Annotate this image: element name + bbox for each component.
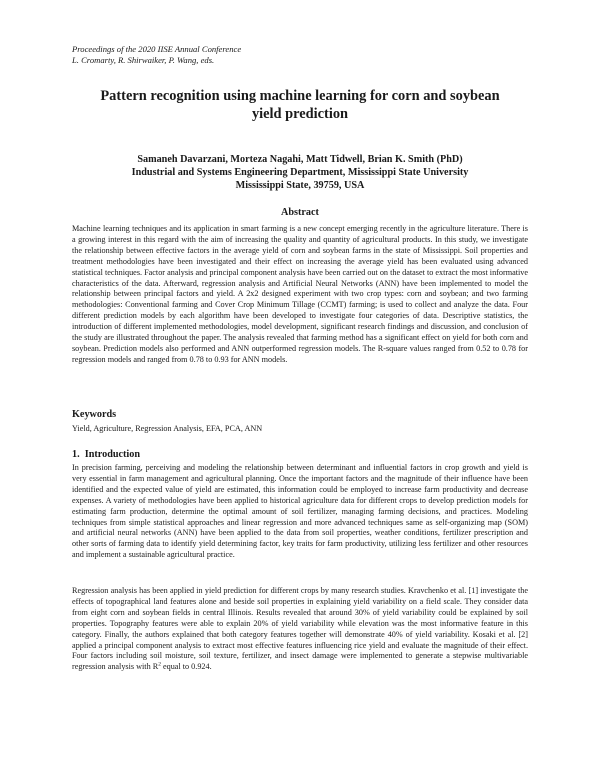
- introduction-paragraph-2: [72, 586, 528, 673]
- introduction-paragraph-1: In precision farming, perceiving and modeling the relationship between determinant and influential factors in crop growth and yield is very essential in farm management and agricultural planning. Once the important factors and the magnitude of their influence have been identified and the expected value of yield are estimated, this information could be employed to increase farm productivity and decrease expenses. A variety of methodologies have been applied to historical agriculture data for different crops to develop prediction models for estimating farm production, determine the optimal amount of soil fertilizer, managing farming decisions, and practices. Modeling techniques from simple statistical approaches and linear regression and more advanced techniques same as self-organizing map (SOM) and artificial neural networks (ANN) have been applied to the data from soil properties, weather conditions, fertilizer prescription and other sorts of farming data to identify yield determining factor, key traits for farm productivity, utilizing less fertilizer and other resources and implement a sustainable agricultural practice.: [72, 463, 528, 560]
- introduction-paragraph-2-end: equal to 0.924.: [160, 662, 212, 672]
- introduction-heading: 1. Introduction: [72, 449, 141, 460]
- keywords-text: Yield, Agriculture, Regression Analysis, EFA, PCA, ANN: [72, 424, 263, 433]
- paper-title-line-2: yield prediction: [251, 106, 349, 122]
- author-names: Samaneh Davarzani, Morteza Nagahi, Matt Tidwell, Brian K. Smith (PhD): [137, 154, 463, 165]
- r-squared-superscript: 2: [158, 661, 161, 668]
- paper-title: [60, 87, 540, 123]
- abstract-text: Machine learning techniques and its application in smart farming is a new concept emerging recently in the agriculture literature. There is a growing interest in this regard with the aim of increasing the quality and quantity of agricultural products. In this study, we investigate the relationship between effective factors in the average yield of corn and soybean farms in the state of Mississippi. Soil properties and treatment methodologies have been investigated and their effect on increasing the average yield has been evaluated using advanced statistical techniques. Factor analysis and principal component analysis have been carried out on the dataset to extract the most informative characteristics of the data. Afterward, regression analysis and Artificial Neural Networks (ANN) have been implemented to model the relationship between principal factors and yield. A 2x2 designed experiment with two crop types: corn and soybean; and two farming methodologies: Conventional farming and Cover Crop Minimum Tillage (CCMT) farming; is used to collect and analyze the data. Four different prediction models by each algorithm have been developed to investigate four categories of data. Descriptive statistics, the introduction of different implemented methodologies, model development, significant research findings and discussion, and conclusion of the study are illustrated throughout the paper. The analysis revealed that farming method has a significant effect on yield for both corn and soybean. Prediction models also performed and ANN outperformed regression models. The R-square values ranged from 0.52 to 0.78 for regression models and ranged from 0.78 to 0.93 for ANN models.: [72, 224, 528, 364]
- author-affiliation: Industrial and Systems Engineering Department, Mississippi State University: [131, 167, 469, 178]
- proceedings-line-2: L. Cromarty, R. Shirwaiker, P. Wang, eds.: [72, 55, 215, 65]
- keywords-heading: Keywords: [72, 409, 117, 420]
- paper-title-line-1: Pattern recognition using machine learning for corn and soybean: [100, 88, 500, 104]
- abstract-heading: Abstract: [281, 207, 319, 218]
- author-block: [60, 153, 540, 192]
- proceedings-line-1: Proceedings of the 2020 IISE Annual Conference: [72, 44, 242, 54]
- author-location: Mississippi State, 39759, USA: [235, 180, 365, 191]
- introduction-paragraph-2-text: Regression analysis has been applied in yield prediction for different crops by many research studies. Kravchenko et al. [1] investigate the effects of topographical land features alone and beside soil properties in explaining yield variability on a field scale. They consider data from eight corn and soybean fields in central Illinois. Results revealed that around 30% of yield variability could be explained by soil properties. Topography features were able to explain 20% of yield variability while elevation was the most informative feature in this category. Finally, the authors explained that both category features together will demonstrate 40% of yield variability. Kosaki et al. [2] applied a principal component analysis to extract most effective features influencing rice yield and evaluate the magnitude of their effect. Four factors including soil moisture, soil texture, fertilizer, and insect damage were implemented to generate a stepwise multivariable regression analysis with R: [72, 586, 528, 672]
- proceedings-header: [72, 44, 241, 66]
